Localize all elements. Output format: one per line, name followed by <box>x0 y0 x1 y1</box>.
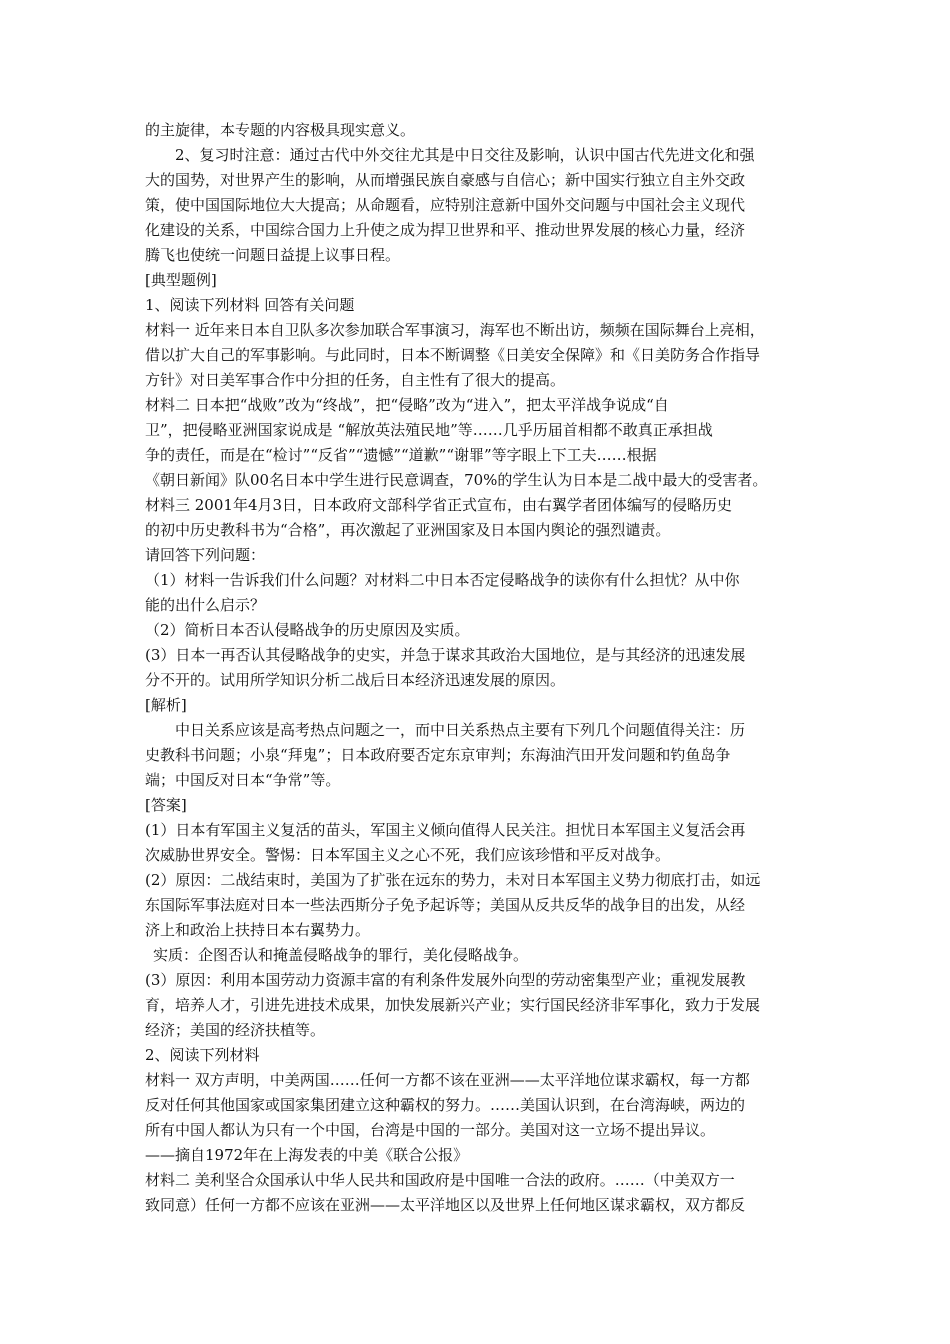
text-line: 经济；美国的经济扶植等。 <box>145 1021 326 1039</box>
text-line: 材料一 双方声明，中美两国……任何一方都不该在亚洲——太平洋地位谋求霸权，每一方都 <box>145 1071 750 1089</box>
text-line: （1）材料一告诉我们什么问题？对材料二中日本否定侵略战争的读你有什么担忧？从中你 <box>145 571 740 589</box>
text-line: 策，使中国国际地位大大提高；从命题看，应特别注意新中国外交问题与中国社会主义现代 <box>145 196 746 214</box>
text-line: 致同意）任何一方都不应该在亚洲——太平洋地区以及世界上任何地区谋求霸权，双方都反 <box>145 1196 746 1214</box>
text-line: 化建设的关系，中国综合国力上升使之成为捍卫世界和平、推动世界发展的核心力量，经济 <box>145 221 746 239</box>
text-line: 争的责任，而是在“检讨”“反省”“遗憾”“道歉”“谢罪”等字眼上下工夫……根据 <box>145 446 657 464</box>
text-line: 材料三 2001年4月3日，日本政府文部科学省正式宣布，由右翼学者团体编写的侵略历史 <box>145 496 733 514</box>
text-line: 济上和政治上扶持日本右翼势力。 <box>145 921 371 939</box>
text-line: (3）日本一再否认其侵略战争的史实，并急于谋求其政治大国地位，是与其经济的迅速发展 <box>145 646 746 664</box>
text-line: 材料二 美利坚合众国承认中华人民共和国政府是中国唯一合法的政府。……（中美双方一 <box>145 1171 735 1189</box>
text-line: 次威胁世界安全。警惕：日本军国主义之心不死，我们应该珍惜和平反对战争。 <box>145 846 671 864</box>
text-line: 2、复习时注意：通过古代中外交往尤其是中日交往及影响，认识中国古代先进文化和强 <box>175 146 755 164</box>
text-line: (2）原因：二战结束时，美国为了扩张在远东的势力，未对日本军国主义势力彻底打击，如远 <box>145 871 761 889</box>
text-line: 东国际军事法庭对日本一些法西斯分子免予起诉等；美国从反共反华的战争目的出发，从经 <box>145 896 746 914</box>
text-line: [答案] <box>145 796 187 814</box>
text-line: 大的国势，对世界产生的影响，从而增强民族自豪感与自信心；新中国实行独立自主外交政 <box>145 171 746 189</box>
text-line: (3）原因：利用本国劳动力资源丰富的有利条件发展外向型的劳动密集型产业；重视发展教 <box>145 971 746 989</box>
text-line: 能的出什么启示？ <box>145 596 266 614</box>
text-line: 借以扩大自己的军事影响。与此同时，日本不断调整《日美安全保障》和《日美防务合作指导 <box>145 346 761 364</box>
text-line: 1、阅读下列材料 回答有关问题 <box>145 296 355 314</box>
text-line: 育，培养人才，引进先进技术成果，加快发展新兴产业；实行国民经济非军事化，致力于发展 <box>145 996 761 1014</box>
text-line: 的初中历史教科书为“合格”，再次激起了亚洲国家及日本国内舆论的强烈谴责。 <box>145 521 671 539</box>
text-line: [解析] <box>145 696 187 714</box>
text-line: (1）日本有军国主义复活的苗头，军国主义倾向值得人民关注。担忧日本军国主义复活会再 <box>145 821 746 839</box>
text-line: 《朝日新闻》队00名日本中学生进行民意调查，70%的学生认为日本是二战中最大的受害者。 <box>145 471 768 489</box>
text-line: 腾飞也使统一问题日益提上议事日程。 <box>145 246 401 264</box>
text-line: ——摘自1972年在上海发表的中美《联合公报》 <box>145 1146 469 1164</box>
text-line: 史教科书问题；小泉“拜鬼”；日本政府要否定东京审判；东海油汽田开发问题和钓鱼岛争 <box>145 746 731 764</box>
text-line: 所有中国人都认为只有一个中国，台湾是中国的一部分。美国对这一立场不提出异议。 <box>145 1121 716 1139</box>
text-line: 的主旋律，本专题的内容极具现实意义。 <box>145 121 416 139</box>
text-line: 材料二 日本把“战败”改为“终战”，把“侵略”改为“进入”，把太平洋战争说成“自 <box>145 396 669 414</box>
text-line: 中日关系应该是高考热点问题之一，而中日关系热点主要有下列几个问题值得关注：历 <box>175 721 746 739</box>
text-line: 请回答下列问题： <box>145 546 266 564</box>
text-line: 卫”，把侵略亚洲国家说成是 “解放英法殖民地”等……几乎历届首相都不敢真正承担战 <box>145 421 713 439</box>
text-line: 方针》对日美军事合作中分担的任务，自主性有了很大的提高。 <box>145 371 566 389</box>
document-page <box>145 118 807 1218</box>
text-line: 实质：企图否认和掩盖侵略战争的罪行，美化侵略战争。 <box>153 946 529 964</box>
text-line: 2、阅读下列材料 <box>145 1046 260 1064</box>
text-line: （2）简析日本否认侵略战争的历史原因及实质。 <box>145 621 470 639</box>
text-line: 端；中国反对日本“争常”等。 <box>145 771 341 789</box>
text-line: 反对任何其他国家或国家集团建立这种霸权的努力。……美国认识到，在台湾海峡，两边的 <box>145 1096 746 1114</box>
text-line: 材料一 近年来日本自卫队多次参加联合军事演习，海军也不断出访，频频在国际舞台上亮相， <box>145 321 765 339</box>
text-line: [典型题例] <box>145 271 217 289</box>
text-line: 分不开的。试用所学知识分析二战后日本经济迅速发展的原因。 <box>145 671 566 689</box>
